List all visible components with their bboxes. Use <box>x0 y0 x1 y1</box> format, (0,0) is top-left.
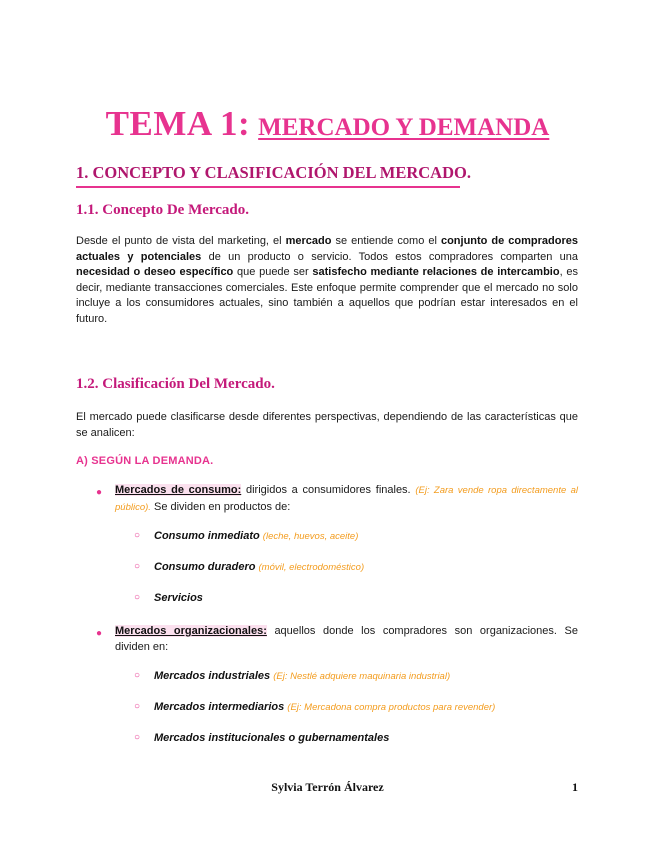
document-title <box>0 104 655 144</box>
filled-circle-bullet-icon: ● <box>96 628 103 639</box>
hollow-circle-bullet-icon: ○ <box>134 701 141 712</box>
subsection-heading-1-2: 1.2. Clasificación Del Mercado. <box>76 376 275 392</box>
term-tail: Se dividen en productos de: <box>150 501 291 513</box>
sub-item-label: Consumo duradero <box>154 561 256 573</box>
paragraph-clasificacion: El mercado puede clasificarse desde diferentes perspectivas, dependiendo de las características que se analicen: <box>76 411 578 439</box>
p1-bold-4: satisfecho mediante relaciones de intercambio <box>312 266 560 278</box>
hollow-circle-bullet-icon: ○ <box>134 530 141 541</box>
title-prefix: TEMA 1: <box>105 104 251 143</box>
title-main: MERCADO Y DEMANDA <box>258 114 550 141</box>
section-heading-underline <box>76 186 460 188</box>
sub-item-label: Servicios <box>154 592 203 604</box>
p1-text-2: se entiende como el <box>331 235 441 247</box>
term-label: Mercados de consumo: <box>115 484 242 496</box>
hollow-circle-bullet-icon: ○ <box>134 732 141 743</box>
subsection-a-heading: A) SEGÚN LA DEMANDA. <box>76 455 214 467</box>
section-heading-1 <box>76 163 596 183</box>
term-description: dirigidos a consumidores finales. <box>241 484 416 496</box>
sub-item-label: Mercados institucionales o gubernamentales <box>154 732 390 744</box>
sub-item-label: Consumo inmediato <box>154 530 260 542</box>
sub-item-example: (Ej: Mercadona compra productos para revender) <box>287 702 496 713</box>
hollow-circle-bullet-icon: ○ <box>134 561 141 572</box>
p1-text-4: que puede ser <box>233 266 313 278</box>
paragraph-concepto <box>76 234 578 327</box>
section-heading-1-text: 1. CONCEPTO Y CLASIFICACIÓN DEL MERCADO. <box>76 163 471 182</box>
list-item-text <box>115 482 578 516</box>
sub-item-example: (leche, huevos, aceite) <box>262 531 359 542</box>
p1-text-3: de un producto o servicio. Todos estos compradores comparten una <box>201 250 579 263</box>
sub-item-label: Mercados intermediarios <box>154 701 285 713</box>
subsection-heading-1-1: 1.1. Concepto De Mercado. <box>76 202 250 218</box>
list-item-text <box>115 623 578 655</box>
filled-circle-bullet-icon: ● <box>96 487 103 498</box>
p1-bold-1: mercado <box>285 235 332 247</box>
hollow-circle-bullet-icon: ○ <box>134 592 141 603</box>
sub-item-example: (móvil, electrodoméstico) <box>258 562 365 573</box>
p1-bold-3: necesidad o deseo específico <box>76 266 234 278</box>
p1-text-1: Desde el punto de vista del marketing, el <box>76 235 286 247</box>
term-label: Mercados organizacionales: <box>115 625 267 637</box>
sub-item-example: (Ej: Nestlé adquiere maquinaria industrial) <box>273 671 451 682</box>
p1-text-5: , es decir, mediante transacciones comerciales. Este enfoque permite comprender que el mercado no solo incluye a los consumidores actuales, sino también a aquellos que podrían estar interesados en el futuro. <box>76 266 578 325</box>
term-description: aquellos donde los compradores son organizaciones. Se dividen en: <box>115 625 579 653</box>
example-text: (Ej: Zara vende ropa directamente al público). <box>115 485 578 513</box>
hollow-circle-bullet-icon: ○ <box>134 670 141 681</box>
p1-bold-2: conjunto de compradores actuales y potenciales <box>76 235 578 263</box>
page-number: 1 <box>572 780 578 794</box>
sub-item-label: Mercados industriales <box>154 670 271 682</box>
footer-author: Sylvia Terrón Álvarez <box>271 780 384 794</box>
